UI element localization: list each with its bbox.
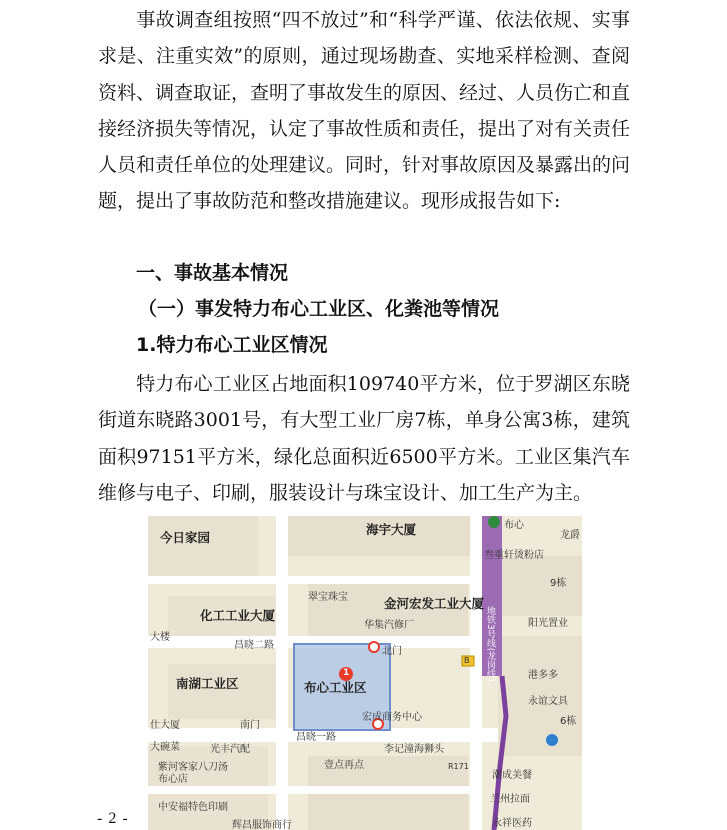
map-label-haiyu: 海宇大厦 <box>366 522 417 537</box>
map-label-metro-line: 地铁3号线(龙岗线) <box>485 606 495 682</box>
body-paragraph: 特力布心工业区占地面积109740平方米，位于罗湖区东晓街道东晓路3001号，有大型工业厂房7栋，单身公寓3栋，建筑面积97151平方米，绿化总面积近6500平方米。工业区集汽车维修与电子、印刷，服装设计与珠宝设计、加工生产为主。 <box>98 373 630 504</box>
subsection-heading: （一）事发特力布心工业区、化粪池等情况 <box>138 298 500 320</box>
page-number: - 2 - <box>97 810 129 827</box>
map-label-cuibao: 翠宝珠宝 <box>308 592 348 603</box>
map-label-lashou: 兰州拉面 <box>490 794 530 805</box>
map-label-zixian: 紫河客家八刀汤布心店 <box>158 762 228 785</box>
map-label-shida: 仕大厦 <box>150 720 180 731</box>
map-label-metro-station: 布心 <box>504 520 524 531</box>
map-label-dalou: 大楼 <box>150 632 170 643</box>
map-label-huagong: 化工工业大厦 <box>200 608 276 623</box>
map-marker-number: 1 <box>343 668 350 678</box>
map-label-changxiao: 昌晓一路 <box>296 732 336 743</box>
intro-paragraph: 事故调查组按照“四不放过”和“科学严谨、依法依规、实事求是、注重实效”的原则，通过现场勘查、实地采样检测、查阅资料、调查取证，查明了事故发生的原因、经过、人员伤亡和直接经济损失等情况，认定了事故性质和责任，提出了对有关责任人员和责任单位的处理建议。同时，针对事故原因及暴露出的问题，提出了事故防范和整改措施建议。现形成报告如下: <box>98 9 631 213</box>
map-label-yongxiang: 永祥医药 <box>492 818 532 829</box>
map-label-zhongan: 中安福特色印刷 <box>158 802 228 813</box>
map-label-liudong: 6栋 <box>560 716 577 727</box>
map-bus-stop: B <box>464 656 470 665</box>
map-label-yidian: 壹点再点 <box>324 760 364 771</box>
section-heading: 一、事故基本情况 <box>136 262 289 284</box>
map-label-sanglu: 叁重轩烫粉店 <box>484 550 544 561</box>
map-label-nanmen: 南门 <box>240 720 260 731</box>
map-label-yongli: 永谊文具 <box>528 696 568 707</box>
map-label-jinhe: 金河宏发工业大厦 <box>384 596 485 611</box>
map-label-gangduoduo: 港多多 <box>528 670 558 681</box>
map-label-buxin-area: 布心工业区 <box>304 680 367 695</box>
map-label-yangguang: 阳光置业 <box>528 618 568 629</box>
map-label-hongcheng: 宏成商务中心 <box>362 712 422 723</box>
map-label-changxiao2: 昌晓二路 <box>234 640 274 651</box>
map-label-liji: 李记潼海狮头 <box>384 744 444 755</box>
item-heading: 1.特力布心工业区情况 <box>136 334 328 356</box>
map-label-chaocheng: 潮成美餐 <box>492 770 532 781</box>
map-label-huaji: 华集汽修厂 <box>364 620 414 631</box>
map-label-longbai: 龙爵 <box>560 530 580 541</box>
map-label-guangfeng: 光丰汽配 <box>210 744 250 755</box>
map-label-wanying: 大碗菜 <box>150 742 180 753</box>
map-label-jinri: 今日家园 <box>160 530 211 545</box>
map-label-nanhu: 南湖工业区 <box>176 676 239 691</box>
map-label-jiutiao: 9栋 <box>550 578 567 589</box>
map-road-shield: R171 <box>448 762 469 771</box>
map-label-beimen: 北门 <box>382 646 402 657</box>
map-label-huichang: 辉昌服饰商行 <box>232 820 292 830</box>
location-map <box>148 516 582 830</box>
